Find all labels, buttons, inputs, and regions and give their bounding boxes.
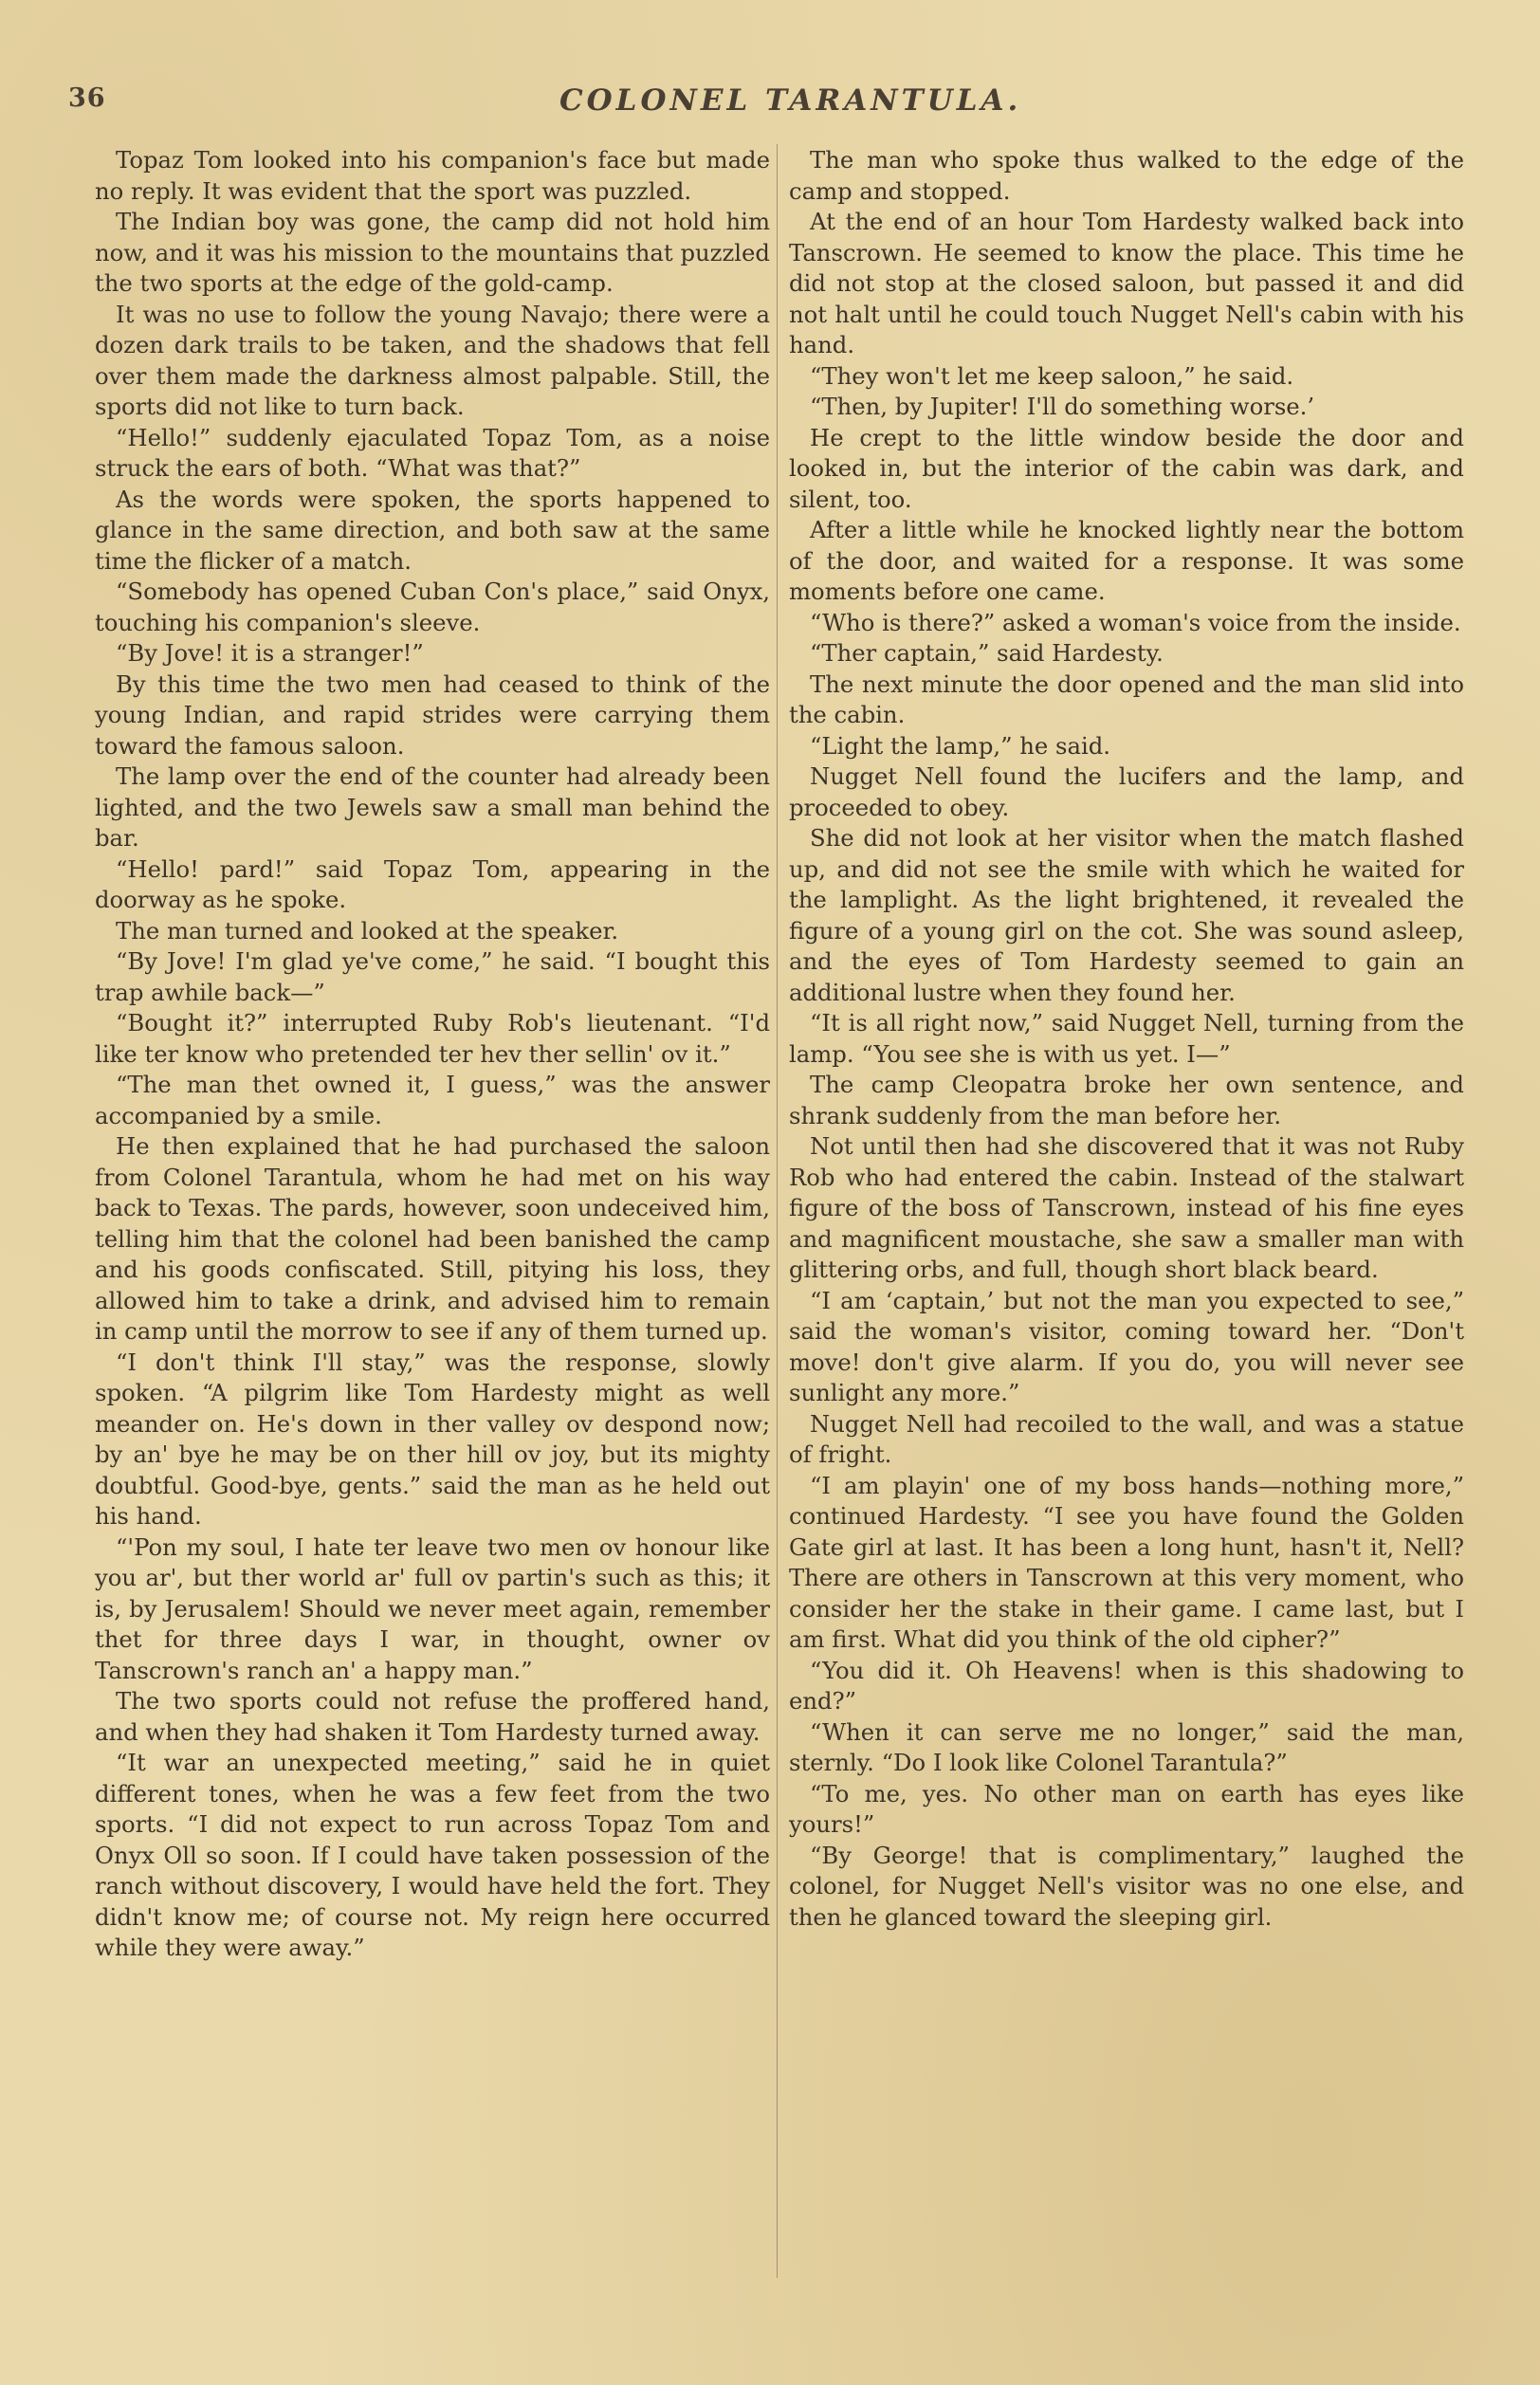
- paragraph: He crept to the little window beside the door and looked in, but the interior of the cabin was dark, and silent, too.: [789, 423, 1464, 513]
- paragraph: “Who is there?” asked a woman's voice from the inside.: [810, 608, 1461, 636]
- paragraph: She did not look at her visitor when the match flashed up, and did not see the smile with which he waited for the lamplight. As the light brightened, it revealed the figure of a young girl on the cot. She was sound asleep, and the eyes of Tom Hardesty seemed to gain an additional lustre when they found her.: [789, 824, 1464, 1006]
- paragraph: “Somebody has opened Cuban Con's place,” said Onyx, touching his companion's sleeve.: [95, 578, 770, 636]
- paragraph: “I don't think I'll stay,” was the response, slowly spoken. “A pilgrim like Tom Hardesty might as well meander on. He's down in ther valley ov despond now; by an' bye he may be on ther hill ov joy, but its mighty doubtful. Good-bye, gents.” said the man as he held out his hand.: [95, 1348, 770, 1530]
- paragraph: “By Jove! it is a stranger!”: [116, 639, 424, 667]
- paragraph: By this time the two men had ceased to think of the young Indian, and rapid strides were carrying them toward the famous saloon.: [95, 670, 770, 760]
- paragraph: “They won't let me keep saloon,” he said.: [810, 361, 1294, 390]
- paragraph: “By George! that is complimentary,” laughed the colonel, for Nugget Nell's visitor was no one else, and then he glanced toward the sleeping girl.: [789, 1841, 1464, 1931]
- paragraph: “It is all right now,” said Nugget Nell, turning from the lamp. “You see she is with us yet. I—”: [789, 1009, 1464, 1068]
- paragraph: At the end of an hour Tom Hardesty walked back into Tanscrown. He seemed to know the place. This time he did not stop at the closed saloon, but passed it and did not halt until he could touch Nugget Nell's cabin with his hand.: [789, 208, 1464, 358]
- paragraph: “Light the lamp,” he said.: [810, 731, 1110, 760]
- paragraph: The man turned and looked at the speaker.: [116, 916, 619, 945]
- paragraph: “By Jove! I'm glad ye've come,” he said. “I bought this trap awhile back—”: [95, 947, 770, 1006]
- paragraph: “Then, by Jupiter! I'll do something worse.’: [810, 393, 1315, 420]
- paragraph: The man who spoke thus walked to the edge of the camp and stopped.: [789, 146, 1464, 205]
- paragraph: “Ther captain,” said Hardesty.: [810, 639, 1164, 667]
- paragraph: “To me, yes. No other man on earth has eyes like yours!”: [789, 1779, 1464, 1838]
- paragraph: The lamp over the end of the counter had already been lighted, and the two Jewels saw a small man behind the bar.: [95, 762, 770, 852]
- page-number: 36: [68, 83, 106, 113]
- paragraph: He then explained that he had purchased the saloon from Colonel Tarantula, whom he had met on his way back to Texas. The pards, however, soon undeceived him, telling him that the colonel had been banished the camp and his goods confiscated. Still, pitying his loss, they allowed him to take a drink, and advised him to remain in camp until the morrow to see if any of them turned up.: [95, 1132, 770, 1345]
- paragraph: “Bought it?” interrupted Ruby Rob's lieutenant. “I'd like ter know who pretended ter hev ther sellin' ov it.”: [95, 1009, 770, 1068]
- paragraph: The camp Cleopatra broke her own sentence, and shrank suddenly from the man before her.: [789, 1071, 1464, 1129]
- paragraph: The two sports could not refuse the proffered hand, and when they had shaken it Tom Hardesty turned away.: [95, 1687, 770, 1746]
- paragraph: It was no use to follow the young Navajo; there were a dozen dark trails to be taken, and the shadows that fell over them made the darkness almost palpable. Still, the sports did not like to turn back.: [95, 300, 770, 420]
- paragraph: Topaz Tom looked into his companion's face but made no reply. It was evident that the sport was puzzled.: [95, 146, 770, 205]
- column-divider: [777, 144, 778, 2278]
- paragraph: The Indian boy was gone, the camp did not hold him now, and it was his mission to the mountains that puzzled the two sports at the edge of the gold-camp.: [95, 208, 770, 297]
- paragraph: “You did it. Oh Heavens! when is this shadowing to end?”: [789, 1656, 1464, 1715]
- left-column: [95, 145, 770, 1964]
- paragraph: Not until then had she discovered that it was not Ruby Rob who had entered the cabin. Instead of the stalwart figure of the boss of Tanscrown, instead of his fine eyes and magnificent moustache, she saw a smaller man with glittering orbs, and full, though short black beard.: [789, 1132, 1464, 1283]
- paragraph: “When it can serve me no longer,” said the man, sternly. “Do I look like Colonel Tarantula?”: [789, 1717, 1464, 1776]
- paragraph: “Hello!” suddenly ejaculated Topaz Tom, as a noise struck the ears of both. “What was that?”: [95, 423, 770, 482]
- paragraph: “'Pon my soul, I hate ter leave two men ov honour like you ar', but ther world ar' full ov partin's such as this; it is, by Jerusalem! Should we never meet again, remember thet for three days I war, in thought, owner ov Tanscrown's ranch an' a happy man.”: [95, 1532, 770, 1684]
- paragraph: “It war an unexpected meeting,” said he in quiet different tones, when he was a few feet from the two sports. “I did not expect to run across Topaz Tom and Onyx Oll so soon. If I could have taken possession of the ranch without discovery, I would have held the fort. They didn't know me; of course not. My reign here occurred while they were away.”: [95, 1749, 770, 1961]
- paragraph: Nugget Nell had recoiled to the wall, and was a statue of fright.: [789, 1409, 1464, 1468]
- paragraph: After a little while he knocked lightly near the bottom of the door, and waited for a response. It was some moments before one came.: [789, 516, 1464, 605]
- paragraph: “The man thet owned it, I guess,” was the answer accompanied by a smile.: [95, 1071, 770, 1129]
- paragraph: “I am ‘captain,’ but not the man you expected to see,” said the woman's visitor, coming toward her. “Don't move! don't give alarm. If you do, you will never see sunlight any more.”: [789, 1286, 1464, 1406]
- running-title: COLONEL TARANTULA.: [559, 83, 1022, 118]
- paragraph: Nugget Nell found the lucifers and the lamp, and proceeded to obey.: [789, 762, 1464, 821]
- right-column: [789, 145, 1464, 1933]
- paragraph: “I am playin' one of my boss hands—nothing more,” continued Hardesty. “I see you have found the Golden Gate girl at last. It has been a long hunt, hasn't it, Nell? There are others in Tanscrown at this very moment, who consider her the stake in their game. I came last, but I am first. What did you think of the old cipher?”: [789, 1471, 1464, 1653]
- paragraph: The next minute the door opened and the man slid into the cabin.: [789, 670, 1464, 728]
- paragraph: “Hello! pard!” said Topaz Tom, appearing in the doorway as he spoke.: [95, 854, 770, 913]
- paragraph: As the words were spoken, the sports happened to glance in the same direction, and both saw at the same time the flicker of a match.: [95, 485, 770, 575]
